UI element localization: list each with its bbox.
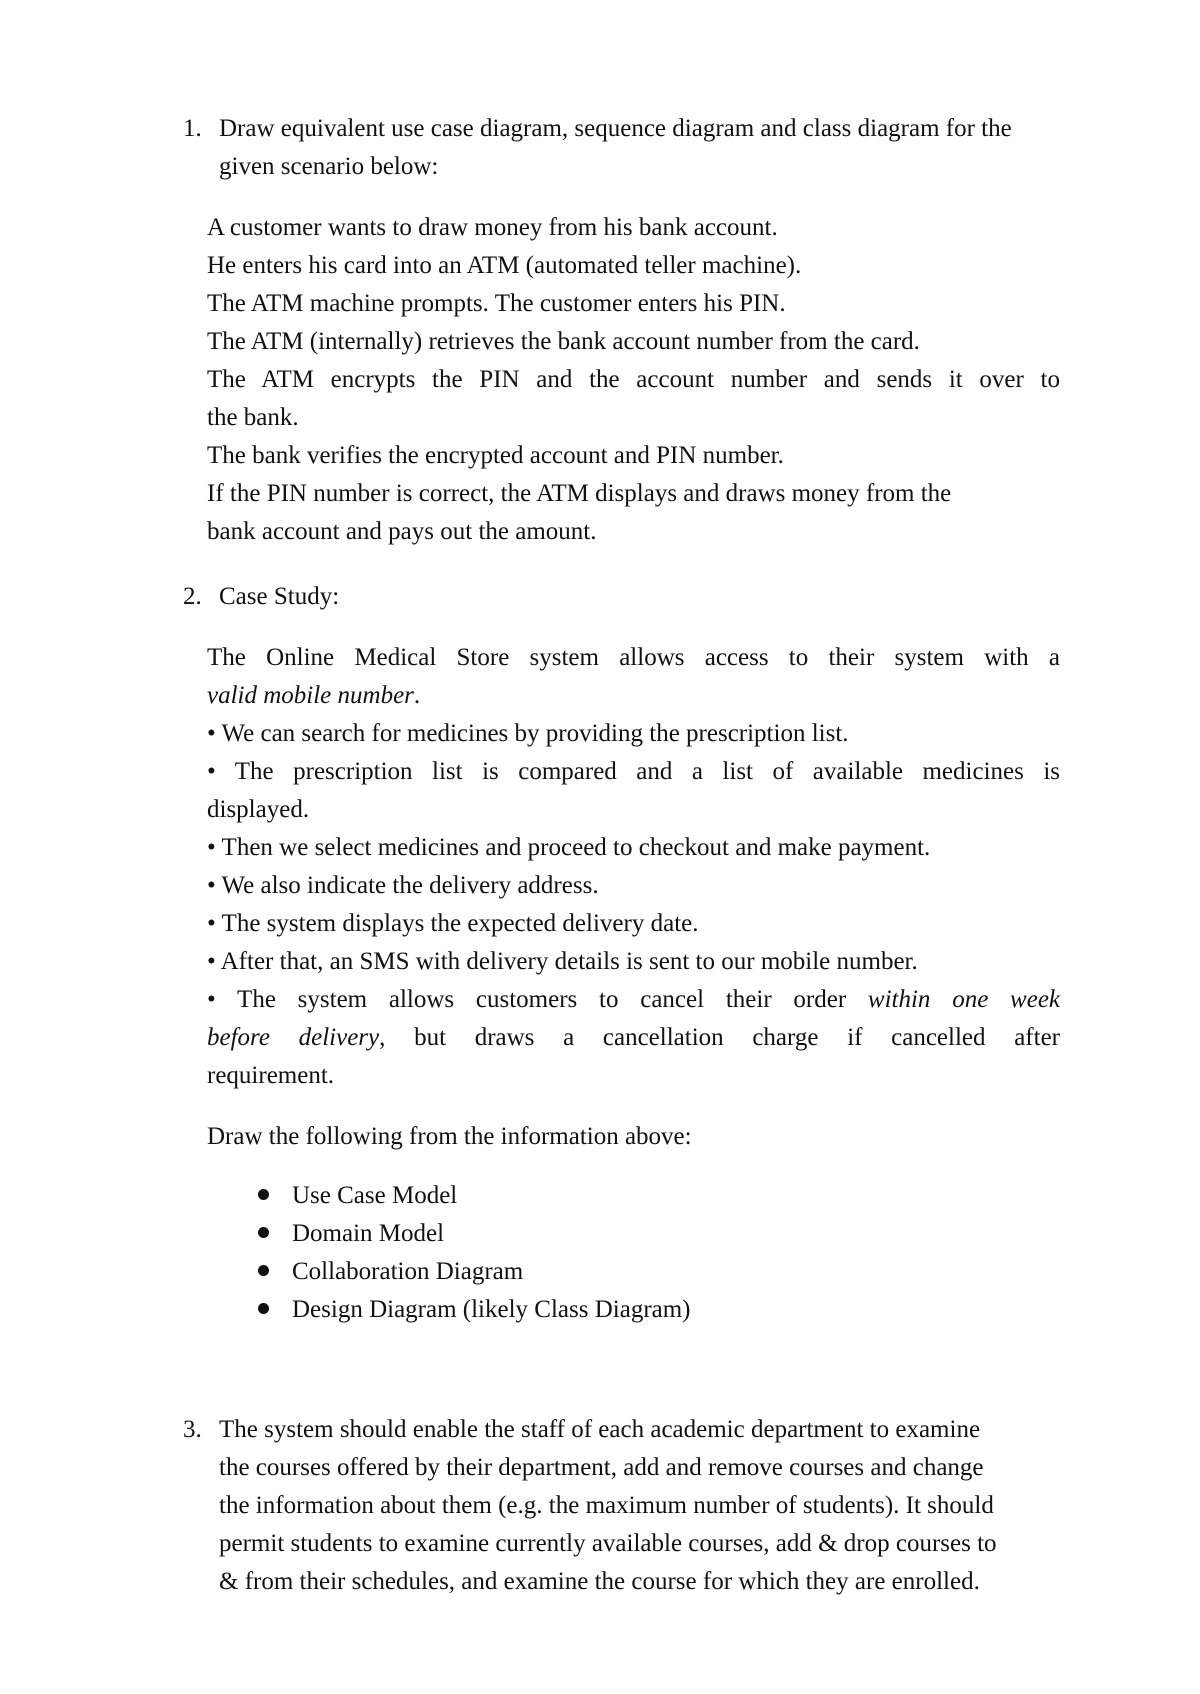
q2-intro-italic: valid mobile number [207, 682, 414, 709]
q2-number: 2. [183, 583, 202, 610]
bullet-dot-icon [258, 1265, 269, 1276]
q2-bullet-line: • We also indicate the delivery address. [207, 872, 599, 899]
q2-cancel-line-2 [207, 1019, 1060, 1057]
q2-cancel-end: , but draws a cancellation charge if cancelled after [379, 1024, 1060, 1051]
q2-bullet-line: • We can search for medicines by providing the prescription list. [207, 720, 849, 747]
q3-line: permit students to examine currently available courses, add & drop courses to [219, 1530, 997, 1557]
q1-number: 1. [183, 115, 202, 142]
q1-prompt-line-1: Draw equivalent use case diagram, sequence diagram and class diagram for the [219, 115, 1012, 142]
q1-scenario-line: A customer wants to draw money from his bank account. [207, 214, 778, 241]
q2-bullet-line: • Then we select medicines and proceed to checkout and make payment. [207, 834, 931, 861]
q1-scenario-line: The ATM encrypts the PIN and the account number and sends it over to [207, 366, 1060, 393]
q2-draw-item: Use Case Model [292, 1182, 458, 1209]
q2-bullet-line: • The prescription list is compared and a list of available medicines is [207, 758, 1060, 785]
q3-line: the courses offered by their department, add and remove courses and change [219, 1454, 984, 1481]
q1-scenario-line: The bank verifies the encrypted account and PIN number. [207, 442, 784, 469]
q3-number: 3. [183, 1416, 202, 1443]
q2-cancel-start: • The system allows customers to cancel their order [207, 986, 847, 1013]
q3-line: the information about them (e.g. the maximum number of students). It should [219, 1492, 994, 1519]
q2-draw-heading: Draw the following from the information above: [207, 1123, 692, 1150]
q2-draw-item: Design Diagram (likely Class Diagram) [292, 1296, 691, 1323]
q2-cancel-italic-1: within one week [867, 986, 1061, 1013]
q3-line: & from their schedules, and examine the course for which they are enrolled. [219, 1568, 980, 1595]
bullet-dot-icon [258, 1227, 269, 1238]
bullet-dot-icon [258, 1189, 269, 1200]
q1-scenario-line: The ATM (internally) retrieves the bank account number from the card. [207, 328, 920, 355]
q2-bullet-line: displayed. [207, 796, 310, 823]
q2-cancel-italic-2: before delivery [207, 1024, 380, 1051]
q2-bullet-line: • After that, an SMS with delivery details is sent to our mobile number. [207, 948, 918, 975]
q1-scenario-line: the bank. [207, 404, 299, 431]
q2-cancel-line-3: requirement. [207, 1062, 335, 1089]
q1-prompt-line-2: given scenario below: [219, 153, 439, 180]
bullet-dot-icon [258, 1303, 269, 1314]
q2-intro-line-1: The Online Medical Store system allows access to their system with a [207, 644, 1060, 671]
q3-line: The system should enable the staff of each academic department to examine [219, 1416, 981, 1443]
q1-scenario-line: bank account and pays out the amount. [207, 518, 597, 545]
q2-cancel-line-1 [207, 981, 1060, 1019]
q1-scenario-line: The ATM machine prompts. The customer enters his PIN. [207, 290, 786, 317]
q2-draw-item: Collaboration Diagram [292, 1258, 524, 1285]
q2-title: Case Study: [219, 583, 340, 610]
q1-scenario-line: If the PIN number is correct, the ATM displays and draws money from the [207, 480, 952, 507]
q2-intro-end: . [413, 682, 421, 709]
q2-draw-item: Domain Model [292, 1220, 445, 1247]
q1-scenario-line: He enters his card into an ATM (automated teller machine). [207, 252, 802, 279]
q2-bullet-line: • The system displays the expected delivery date. [207, 910, 699, 937]
q2-intro-line-2 [207, 677, 420, 715]
